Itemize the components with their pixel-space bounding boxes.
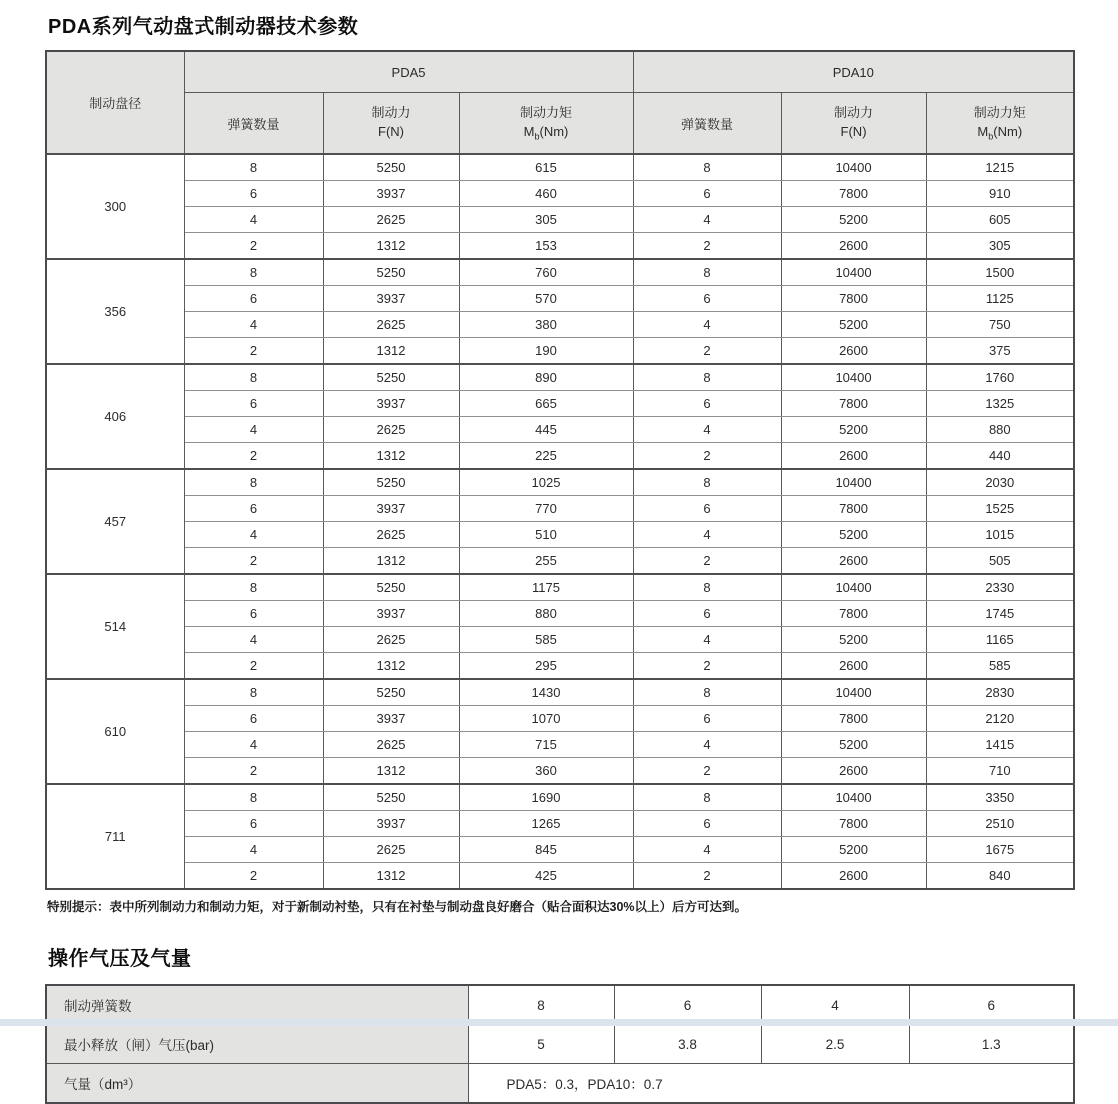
- value-cell: 585: [926, 653, 1074, 680]
- table-row: [46, 1064, 1074, 1104]
- main-table-title: PDA系列气动盘式制动器技术参数: [48, 16, 359, 38]
- value-cell: 10400: [781, 574, 926, 601]
- value-cell: 2600: [781, 863, 926, 890]
- value-cell: 6: [633, 286, 781, 312]
- pda-parameters-table: [45, 50, 1075, 890]
- value-cell: 5250: [323, 574, 459, 601]
- value-cell: 770: [459, 496, 633, 522]
- table-row: [46, 811, 1074, 837]
- value-cell: 1312: [323, 338, 459, 365]
- value-cell: 7800: [781, 811, 926, 837]
- value-cell: 2510: [926, 811, 1074, 837]
- value-cell: 2600: [781, 338, 926, 365]
- min-release-pressure-label: 最小释放（闸）气压(bar): [46, 1025, 468, 1064]
- value-cell: 2: [633, 443, 781, 470]
- value-cell: 6: [633, 601, 781, 627]
- value-cell: 5200: [781, 732, 926, 758]
- value-cell: 2: [184, 338, 323, 365]
- value-cell: 5250: [323, 259, 459, 286]
- table-row: [46, 417, 1074, 443]
- value-cell: 255: [459, 548, 633, 575]
- torque-label: 制动力矩: [973, 105, 1026, 121]
- table-row: [46, 627, 1074, 653]
- value-cell: 2: [184, 863, 323, 890]
- table-row: [46, 154, 1074, 181]
- value-cell: 2600: [781, 233, 926, 260]
- force-unit: F(N): [378, 124, 404, 139]
- disc-diameter-cell: 356: [46, 259, 184, 364]
- value-cell: 2: [633, 338, 781, 365]
- torque-unit: [461, 123, 632, 142]
- value-cell: 880: [926, 417, 1074, 443]
- value-cell: 1215: [926, 154, 1074, 181]
- value-cell: 910: [926, 181, 1074, 207]
- value-cell: 1.3: [909, 1025, 1074, 1064]
- value-cell: 6: [633, 391, 781, 417]
- value-cell: 425: [459, 863, 633, 890]
- value-cell: 3937: [323, 391, 459, 417]
- value-cell: 2625: [323, 837, 459, 863]
- value-cell: 7800: [781, 496, 926, 522]
- value-cell: 1500: [926, 259, 1074, 286]
- value-cell: 4: [633, 417, 781, 443]
- value-cell: 2: [633, 758, 781, 785]
- value-cell: 6: [184, 811, 323, 837]
- value-cell: 3937: [323, 811, 459, 837]
- value-cell: 8: [184, 679, 323, 706]
- value-cell: 880: [459, 601, 633, 627]
- pda5-group-header: PDA5: [184, 51, 633, 93]
- value-cell: 10400: [781, 469, 926, 496]
- value-cell: 605: [926, 207, 1074, 233]
- table-row: [46, 469, 1074, 496]
- value-cell: 3350: [926, 784, 1074, 811]
- value-cell: 10400: [781, 679, 926, 706]
- table-row: [46, 863, 1074, 890]
- value-cell: 7800: [781, 391, 926, 417]
- value-cell: 8: [633, 784, 781, 811]
- value-cell: 1312: [323, 758, 459, 785]
- value-cell: 2625: [323, 627, 459, 653]
- value-cell: 1312: [323, 863, 459, 890]
- value-cell: 2625: [323, 207, 459, 233]
- value-cell: 615: [459, 154, 633, 181]
- value-cell: 6: [184, 601, 323, 627]
- table-row: [46, 758, 1074, 785]
- value-cell: 4: [184, 522, 323, 548]
- value-cell: 585: [459, 627, 633, 653]
- value-cell: 5250: [323, 364, 459, 391]
- torque-unit-text: (Nm): [993, 124, 1023, 139]
- value-cell: 2600: [781, 653, 926, 680]
- value-cell: 2: [633, 863, 781, 890]
- table-row: [46, 286, 1074, 312]
- value-cell: 360: [459, 758, 633, 785]
- table-row: [46, 364, 1074, 391]
- force-unit: F(N): [840, 124, 867, 139]
- torque-label: 制动力矩: [520, 105, 573, 121]
- value-cell: 6: [184, 706, 323, 732]
- table-row: [46, 259, 1074, 286]
- table-row: [46, 207, 1074, 233]
- value-cell: 8: [184, 259, 323, 286]
- value-cell: 1265: [459, 811, 633, 837]
- value-cell: 1070: [459, 706, 633, 732]
- value-cell: 1325: [926, 391, 1074, 417]
- value-cell: 6: [909, 985, 1074, 1025]
- value-cell: 440: [926, 443, 1074, 470]
- table-row: [46, 679, 1074, 706]
- value-cell: 375: [926, 338, 1074, 365]
- value-cell: 3937: [323, 601, 459, 627]
- value-cell: 3937: [323, 496, 459, 522]
- main-table-body: [46, 154, 1074, 889]
- table-row: [46, 601, 1074, 627]
- value-cell: 4: [184, 732, 323, 758]
- torque-symbol: M: [977, 124, 989, 139]
- disc-diameter-header: 制动盘径: [46, 51, 184, 154]
- table-row: [46, 784, 1074, 811]
- disc-diameter-cell: 610: [46, 679, 184, 784]
- value-cell: 5250: [323, 154, 459, 181]
- value-cell: 1165: [926, 627, 1074, 653]
- value-cell: 10400: [781, 364, 926, 391]
- table-row: [46, 522, 1074, 548]
- value-cell: 2625: [323, 417, 459, 443]
- value-cell: 4: [184, 417, 323, 443]
- value-cell: 6: [184, 181, 323, 207]
- value-cell: 7800: [781, 601, 926, 627]
- pda10-group-header: PDA10: [633, 51, 1074, 93]
- value-cell: 1312: [323, 653, 459, 680]
- value-cell: 445: [459, 417, 633, 443]
- pda10-force-header: [781, 93, 926, 155]
- value-cell: 6: [614, 985, 761, 1025]
- value-cell: 1430: [459, 679, 633, 706]
- torque-unit-text: (Nm): [539, 124, 569, 139]
- value-cell: 225: [459, 443, 633, 470]
- value-cell: 2: [184, 653, 323, 680]
- pda5-springs-header: 弹簧数量: [184, 93, 323, 155]
- table-row: [46, 443, 1074, 470]
- value-cell: 2: [184, 443, 323, 470]
- value-cell: 1745: [926, 601, 1074, 627]
- value-cell: 6: [184, 496, 323, 522]
- value-cell: 8: [633, 574, 781, 601]
- value-cell: 3.8: [614, 1025, 761, 1064]
- value-cell: 305: [459, 207, 633, 233]
- torque-subscript: b: [534, 131, 540, 142]
- value-cell: 305: [926, 233, 1074, 260]
- pda5-torque-header: [459, 93, 633, 155]
- value-cell: 2830: [926, 679, 1074, 706]
- value-cell: 5200: [781, 522, 926, 548]
- force-label: 制动力: [834, 105, 874, 121]
- value-cell: 153: [459, 233, 633, 260]
- value-cell: 8: [633, 259, 781, 286]
- disc-diameter-cell: 514: [46, 574, 184, 679]
- value-cell: 4: [761, 985, 909, 1025]
- value-cell: 1312: [323, 233, 459, 260]
- force-label: 制动力: [371, 105, 411, 121]
- value-cell: 4: [633, 312, 781, 338]
- value-cell: 10400: [781, 154, 926, 181]
- table-row: [46, 653, 1074, 680]
- value-cell: 6: [633, 496, 781, 522]
- value-cell: 1415: [926, 732, 1074, 758]
- value-cell: 665: [459, 391, 633, 417]
- value-cell: 2330: [926, 574, 1074, 601]
- value-cell: 8: [633, 469, 781, 496]
- value-cell: 890: [459, 364, 633, 391]
- value-cell: 2600: [781, 758, 926, 785]
- value-cell: 460: [459, 181, 633, 207]
- value-cell: 4: [184, 207, 323, 233]
- value-cell: 8: [184, 784, 323, 811]
- value-cell: 5200: [781, 312, 926, 338]
- value-cell: 6: [633, 811, 781, 837]
- value-cell: 1312: [323, 443, 459, 470]
- value-cell: 2: [184, 233, 323, 260]
- disc-diameter-cell: 711: [46, 784, 184, 889]
- value-cell: 2600: [781, 443, 926, 470]
- value-cell: 5250: [323, 784, 459, 811]
- value-cell: 6: [184, 286, 323, 312]
- value-cell: 380: [459, 312, 633, 338]
- value-cell: 8: [184, 364, 323, 391]
- value-cell: 8: [633, 364, 781, 391]
- table-row: [46, 391, 1074, 417]
- value-cell: 5200: [781, 837, 926, 863]
- value-cell: 7800: [781, 181, 926, 207]
- value-cell: 6: [633, 181, 781, 207]
- value-cell: 715: [459, 732, 633, 758]
- value-cell: 2600: [781, 548, 926, 575]
- value-cell: 2030: [926, 469, 1074, 496]
- brake-springs-label: 制动弹簧数: [46, 985, 468, 1025]
- pda10-torque-header: [926, 93, 1074, 155]
- table-row: [46, 233, 1074, 260]
- table-row: [46, 181, 1074, 207]
- value-cell: 1675: [926, 837, 1074, 863]
- table-row: [46, 496, 1074, 522]
- air-volume-value: PDA5：0.3，PDA10：0.7: [468, 1064, 1074, 1104]
- pda5-force-header: [323, 93, 459, 155]
- value-cell: 3937: [323, 706, 459, 732]
- table-row: [46, 574, 1074, 601]
- value-cell: 1525: [926, 496, 1074, 522]
- value-cell: 8: [184, 154, 323, 181]
- value-cell: 8: [633, 154, 781, 181]
- pda10-springs-header: 弹簧数量: [633, 93, 781, 155]
- air-volume-label: 气量（dm³）: [46, 1064, 468, 1104]
- table-row: [46, 837, 1074, 863]
- value-cell: 190: [459, 338, 633, 365]
- value-cell: 1312: [323, 548, 459, 575]
- value-cell: 5: [468, 1025, 614, 1064]
- value-cell: 4: [184, 312, 323, 338]
- value-cell: 760: [459, 259, 633, 286]
- value-cell: 4: [633, 207, 781, 233]
- value-cell: 1015: [926, 522, 1074, 548]
- value-cell: 5200: [781, 417, 926, 443]
- value-cell: 5200: [781, 627, 926, 653]
- value-cell: 8: [184, 574, 323, 601]
- value-cell: 4: [633, 522, 781, 548]
- value-cell: 3937: [323, 286, 459, 312]
- disc-diameter-cell: 300: [46, 154, 184, 259]
- value-cell: 10400: [781, 259, 926, 286]
- value-cell: 6: [184, 391, 323, 417]
- value-cell: 2625: [323, 522, 459, 548]
- value-cell: 8: [633, 679, 781, 706]
- table-row: [46, 732, 1074, 758]
- value-cell: 2625: [323, 312, 459, 338]
- operating-pressure-table: [45, 984, 1075, 1104]
- table-row: [46, 312, 1074, 338]
- value-cell: 710: [926, 758, 1074, 785]
- ops-table-title: 操作气压及气量: [48, 948, 192, 970]
- value-cell: 2625: [323, 732, 459, 758]
- disc-diameter-cell: 406: [46, 364, 184, 469]
- table-row: [46, 1025, 1074, 1064]
- special-note: 特别提示：表中所列制动力和制动力矩，对于新制动衬垫，只有在衬垫与制动盘良好磨合（贴合面积达30%以上）后方可达到。: [47, 900, 748, 914]
- value-cell: 570: [459, 286, 633, 312]
- value-cell: 4: [633, 837, 781, 863]
- torque-symbol: M: [523, 124, 535, 139]
- value-cell: 3937: [323, 181, 459, 207]
- value-cell: 2: [184, 548, 323, 575]
- value-cell: 2: [633, 653, 781, 680]
- value-cell: 1760: [926, 364, 1074, 391]
- value-cell: 6: [633, 706, 781, 732]
- value-cell: 8: [468, 985, 614, 1025]
- value-cell: 7800: [781, 286, 926, 312]
- value-cell: 1125: [926, 286, 1074, 312]
- page-bottom-accent-bar: [0, 1019, 1118, 1026]
- value-cell: 4: [184, 837, 323, 863]
- torque-subscript: b: [988, 131, 994, 142]
- value-cell: 5250: [323, 469, 459, 496]
- value-cell: 2120: [926, 706, 1074, 732]
- sub-header-row: [46, 93, 1074, 155]
- value-cell: 2: [633, 233, 781, 260]
- value-cell: 510: [459, 522, 633, 548]
- torque-unit: [928, 123, 1073, 142]
- value-cell: 1175: [459, 574, 633, 601]
- series-header-row: [46, 51, 1074, 93]
- value-cell: 4: [633, 732, 781, 758]
- value-cell: 4: [633, 627, 781, 653]
- value-cell: 1690: [459, 784, 633, 811]
- value-cell: 5250: [323, 679, 459, 706]
- value-cell: 2: [184, 758, 323, 785]
- value-cell: 8: [184, 469, 323, 496]
- disc-diameter-cell: 457: [46, 469, 184, 574]
- table-row: [46, 548, 1074, 575]
- value-cell: 840: [926, 863, 1074, 890]
- value-cell: 10400: [781, 784, 926, 811]
- value-cell: 5200: [781, 207, 926, 233]
- value-cell: 505: [926, 548, 1074, 575]
- value-cell: 7800: [781, 706, 926, 732]
- value-cell: 845: [459, 837, 633, 863]
- value-cell: 295: [459, 653, 633, 680]
- table-row: [46, 706, 1074, 732]
- value-cell: 2: [633, 548, 781, 575]
- value-cell: 4: [184, 627, 323, 653]
- value-cell: 750: [926, 312, 1074, 338]
- value-cell: 2.5: [761, 1025, 909, 1064]
- table-row: [46, 338, 1074, 365]
- value-cell: 1025: [459, 469, 633, 496]
